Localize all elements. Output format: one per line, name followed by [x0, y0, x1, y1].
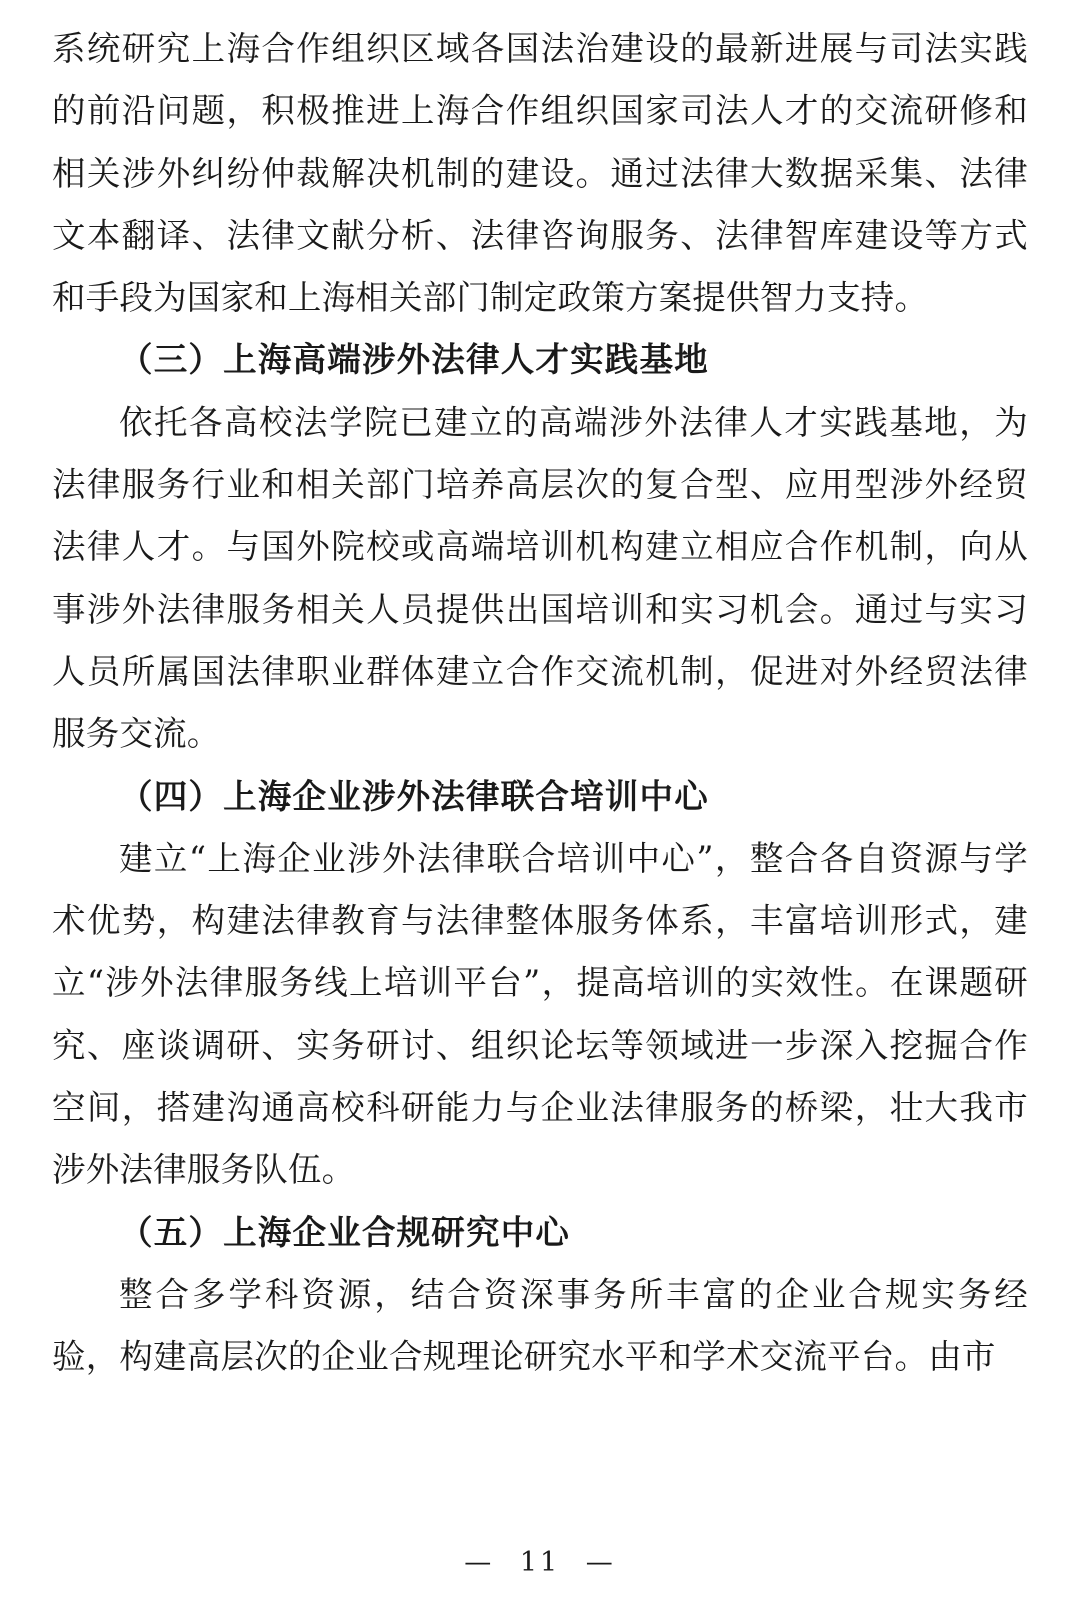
page-content [52, 18, 1028, 1389]
section-heading-three: （三）上海高端涉外法律人才实践基地 [119, 340, 709, 380]
footer-dash-left: — [464, 1547, 495, 1578]
page-number: 11 [519, 1547, 561, 1578]
page-footer [0, 1547, 1080, 1578]
section-heading-four: （四）上海企业涉外法律联合培训中心 [119, 776, 709, 816]
paragraph-section-four: 建立“上海企业涉外法律联合培训中心”，整合各自资源与学术优势，构建法律教育与法律整体服务体系，丰富培训形式，建立“涉外法律服务线上培训平台”，提高培训的实效性。在课题研究、座谈调研、实务研讨、组织论坛等领域进一步深入挖掘合作空间，搭建沟通高校科研能力与企业法律服务的桥梁，壮大我市涉外法律服务队伍。 [52, 838, 1028, 1190]
footer-dash-right: — [585, 1547, 616, 1578]
paragraph-section-three: 依托各高校法学院已建立的高端涉外法律人才实践基地，为法律服务行业和相关部门培养高层次的复合型、应用型涉外经贸法律人才。与国外院校或高端培训机构建立相应合作机制，向从事涉外法律服务相关人员提供出国培训和实习机会。通过与实习人员所属国法律职业群体建立合作交流机制，促进对外经贸法律服务交流。 [52, 402, 1028, 754]
paragraph-section-five: 整合多学科资源，结合资深事务所丰富的企业合规实务经验，构建高层次的企业合规理论研究水平和学术交流平台。由市 [52, 1274, 1028, 1377]
section-heading-five: （五）上海企业合规研究中心 [119, 1212, 571, 1252]
paragraph-continued: 系统研究上海合作组织区域各国法治建设的最新进展与司法实践的前沿问题，积极推进上海合作组织国家司法人才的交流研修和相关涉外纠纷仲裁解决机制的建设。通过法律大数据采集、法律文本翻译、法律文献分析、法律咨询服务、法律智库建设等方式和手段为国家和上海相关部门制定政策方案提供智力支持。 [52, 29, 1028, 318]
